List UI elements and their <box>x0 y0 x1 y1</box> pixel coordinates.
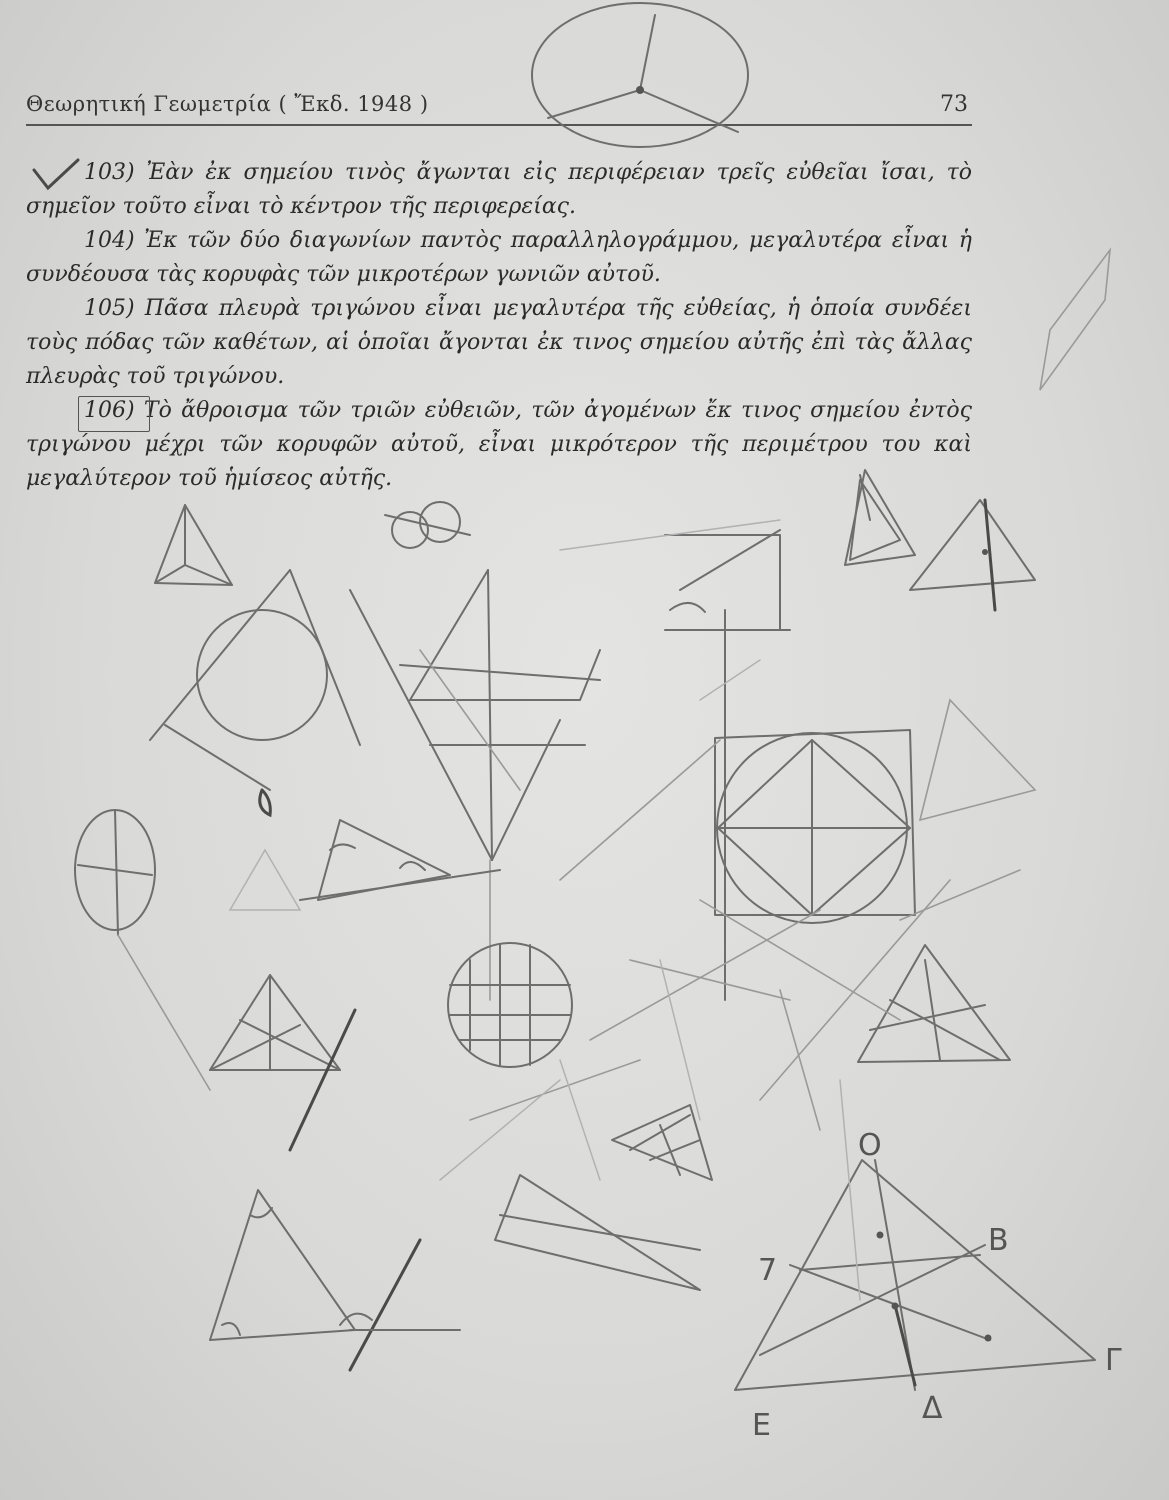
small-circles-sketch <box>385 502 470 548</box>
right-mid-triangle-sketch <box>920 700 1035 820</box>
thin-triangle-sketch <box>495 1175 700 1290</box>
circle-in-square-sketch <box>715 610 915 1000</box>
lower-triangle-sketch <box>210 1190 460 1370</box>
grid-circle-sketch <box>448 943 572 1067</box>
exercise-number: 106) <box>84 398 135 423</box>
exercise-text: Ἐκ τῶν δύο διαγωνίων παντὸς παραλληλογράμμου, μεγαλυτέρα εἶναι ἡ συνδέουσα τὰς κορυφὰς τῶν μικροτέρων γωνιῶν αὐτοῦ. <box>26 228 972 287</box>
exercise-number: 105) <box>84 296 135 321</box>
label-left-point: 7 <box>758 1253 778 1288</box>
incircle-triangle-sketch <box>150 570 360 790</box>
star-triangle-sketch <box>858 945 1010 1062</box>
label-right-vertex: Γ <box>1105 1343 1122 1378</box>
label-bottom-point: Δ <box>922 1391 943 1426</box>
label-right-point: Β <box>988 1223 1009 1258</box>
circle-three-radii-sketch <box>532 3 748 147</box>
label-bottom-left: Ε <box>752 1408 771 1443</box>
median-triangle-sketch <box>210 975 355 1150</box>
small-mark-sketch <box>260 790 271 815</box>
exercise-text: Πᾶσα πλευρὰ τριγώνου εἶναι μεγαλυτέρα τῆς εὐθείας, ἡ ὁποία συνδέει τοὺς πόδας τῶν καθέτων, αἱ ὁποῖαι ἄγονται ἐκ τινος σημείου αὐτῆς ἐπὶ τὰς ἄλλας πλευρὰς τοῦ τριγώνου. <box>26 296 972 389</box>
exercise-number: 103) <box>84 160 135 185</box>
labeled-triangle-sketch <box>735 1128 1122 1443</box>
running-header-title: Θεωρητική Γεωμετρία ( Ἔκδ. 1948 ) <box>26 92 429 116</box>
margin-parallelogram-sketch <box>1040 250 1110 390</box>
label-top-vertex: Ο <box>858 1128 882 1163</box>
tall-triangle-sketch <box>350 570 600 1000</box>
exercise-text: Ἐὰν ἐκ σημείου τινὸς ἄγωνται εἰς περιφέρειαν τρεῖς εὐθεῖαι ἴσαι, τὸ σημεῖον τοῦτο εἶναι τὸ κέντρον τῆς περιφερείας. <box>26 160 973 219</box>
hatched-triangle-sketch <box>612 1105 712 1180</box>
page-number: 73 <box>940 92 968 117</box>
upper-right-triangles-sketch <box>845 470 1035 610</box>
check-mark <box>34 160 78 188</box>
square-sketch <box>665 530 790 630</box>
exercise-number: 104) <box>84 228 135 253</box>
faint-triangle-sketch <box>230 850 300 910</box>
small-triangle-sketch <box>155 505 232 585</box>
scattered-strokes <box>420 520 1020 1300</box>
ellipse-sketch <box>75 810 210 1090</box>
angles-triangle-sketch <box>300 820 500 900</box>
exercise-text: Τὸ ἄθροισμα τῶν τριῶν εὐθειῶν, τῶν ἀγομένων ἔκ τινος σημείου ἐντὸς τριγώνου μέχρι τῶν κορυφῶν αὐτοῦ, εἶναι μικρότερον τῆς περιμέτρου του καὶ μεγαλύτερον τοῦ ἡμίσεος αὐτῆς. <box>26 398 972 491</box>
